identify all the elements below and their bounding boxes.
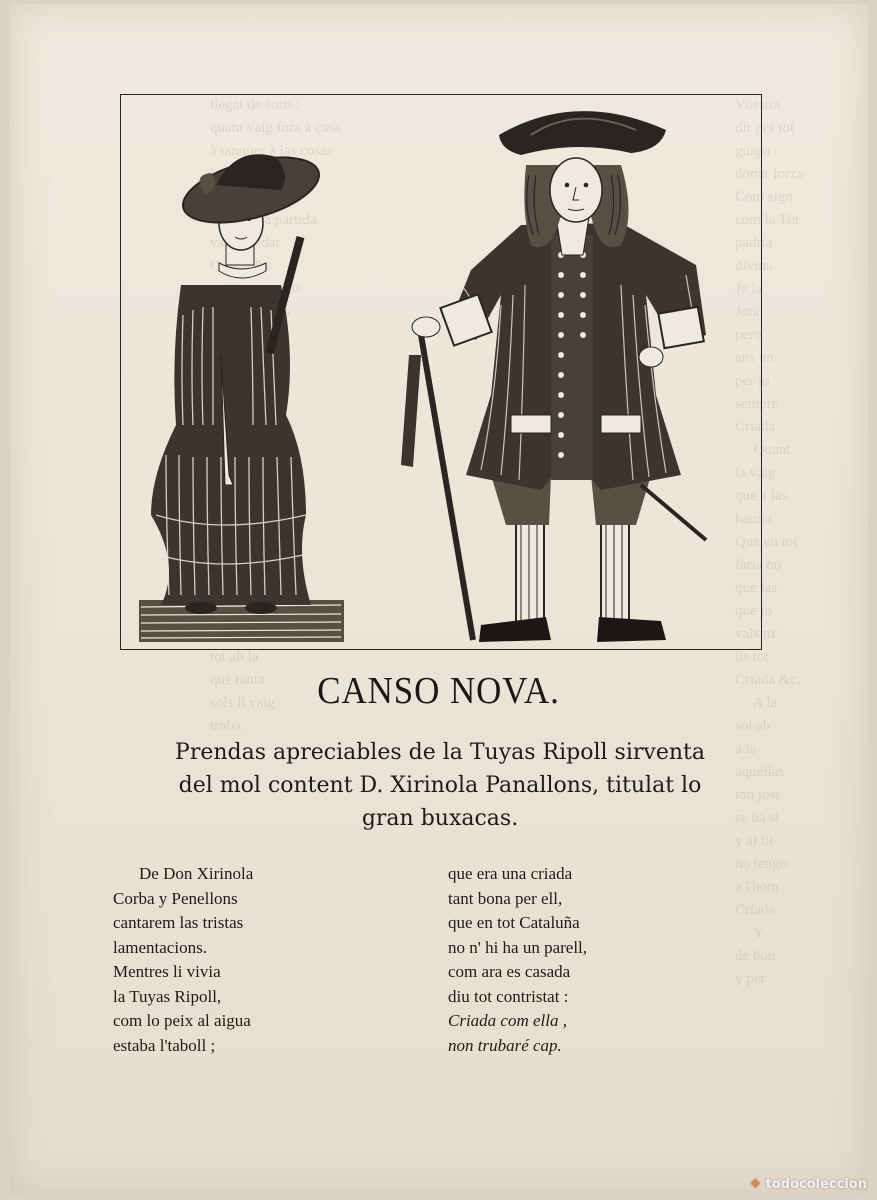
document-page [10, 4, 868, 1194]
verse-line: estaba l'taboll ; [113, 1035, 216, 1055]
woodcut-illustration [121, 95, 760, 648]
verse-line: lamentacions. [113, 937, 207, 957]
verse-line: Mentres li vivia [113, 962, 221, 981]
verse-line: cantarem las tristas [113, 913, 244, 932]
site-watermark [749, 1177, 867, 1192]
ground-left-icon [139, 600, 344, 642]
verse-line: diu tot contristat : [448, 986, 569, 1006]
verse-line-refrain: Criada com ella , [448, 1011, 567, 1030]
subtitle-line-2: del mol content D. Xirinola Panallons, titulat lo [178, 773, 702, 798]
watermark-text: todocoleccion [765, 1177, 867, 1192]
illustration-frame [120, 94, 762, 650]
verse-line: De Don Xirinola [139, 864, 254, 883]
gentleman-in-tricorn-figure [401, 111, 706, 642]
verse-column-left [113, 862, 253, 1058]
watermark-logo-icon: ❖ [749, 1177, 762, 1192]
document-title: CANSO NOVA. [317, 670, 560, 712]
document-subtitle [100, 736, 780, 835]
subtitle-line-1: Prendas apreciables de la Tuyas Ripoll sirventa [175, 740, 705, 765]
subtitle-line-3: gran buxacas. [361, 806, 519, 831]
verse-line-refrain: non trubaré cap. [448, 1035, 562, 1055]
verse-column-right [448, 862, 587, 1058]
verse-line: com lo peix al aigua [113, 1011, 251, 1030]
verse-line: com ara es casada [448, 962, 571, 981]
verse-line: no n' hi ha un parell, [448, 937, 588, 957]
verse-line: Corba y Penellons [113, 888, 238, 908]
bleed-through-text: llegat de sorti : quant vaig fora à casa à tanquer à las cosas partida vaig quedar Criada tot ab la que tanta sols li vaig troba . [210, 97, 341, 734]
bleed-through-text-right: Vuestra dir per tot guapa donar forza Com sign com la Tut padria divina Je la Jono pero ans un per jo sempre Criada Quant la vaig que a las hauria Que en tot faria no que las que jo vals m' lis tot Criada &c. A la sol ab á la aquellas ton jost se ha si y al lit no tengo a l'hom Criada Y de bon y per [735, 97, 804, 987]
verse-line: que era una criada [448, 864, 573, 883]
woman-in-hat-figure [151, 145, 326, 614]
verse-line: que en tot Cataluña [448, 913, 580, 932]
verse-line: la Tuyas Ripoll, [113, 986, 222, 1006]
verse-line: tant bona per ell, [448, 888, 563, 908]
